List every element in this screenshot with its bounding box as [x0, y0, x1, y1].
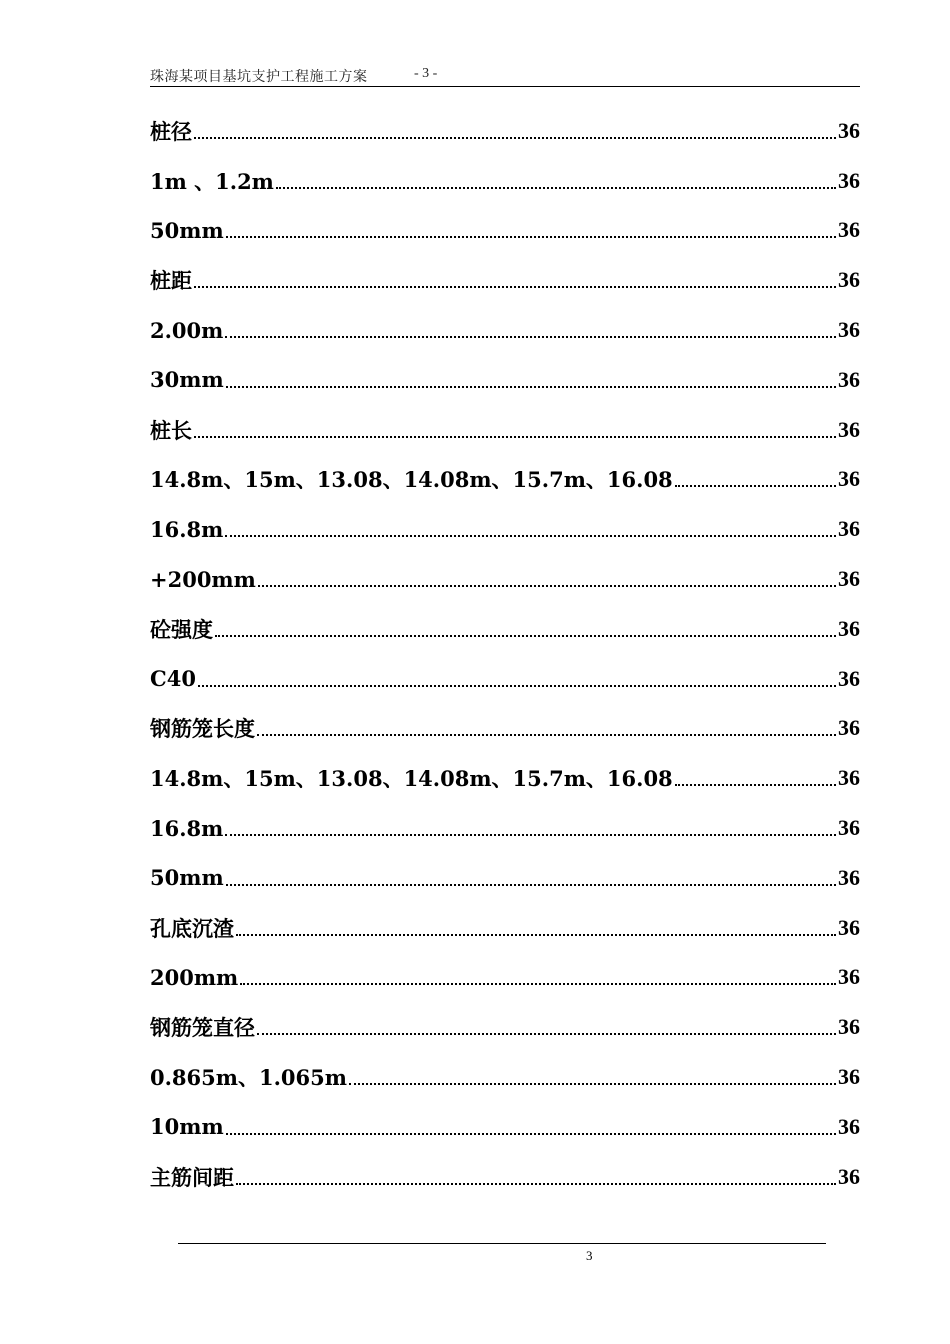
toc-entry[interactable] — [150, 1052, 860, 1102]
toc-entry[interactable] — [150, 106, 860, 156]
dot-leader — [240, 962, 836, 992]
toc-entry-page: 36 — [838, 416, 860, 442]
toc-entry-page: 36 — [838, 167, 860, 193]
dot-leader — [226, 1112, 836, 1142]
toc-entry-label: C40 — [150, 666, 196, 692]
toc-entry[interactable] — [150, 803, 860, 853]
toc-entry-label: 30mm — [150, 367, 224, 393]
toc-entry-page: 36 — [838, 1064, 860, 1090]
toc-entry-label: 14.8m、15m、13.08、14.08m、15.7m、16.08 — [150, 766, 673, 792]
document-title: 珠海某项目基坑支护工程施工方案 — [150, 70, 368, 85]
toc-entry-page: 36 — [838, 366, 860, 392]
toc-entry-page: 36 — [838, 117, 860, 143]
toc-entry-page: 36 — [838, 317, 860, 343]
toc-entry-page: 36 — [838, 217, 860, 243]
toc-entry-label: 钢筋笼长度 — [150, 716, 255, 742]
toc-entry-page: 36 — [838, 615, 860, 641]
toc-entry-page: 36 — [838, 914, 860, 940]
footer-page-number: 3 — [586, 1248, 593, 1263]
toc-entry[interactable] — [150, 654, 860, 704]
dot-leader — [236, 1162, 836, 1192]
dot-leader — [194, 265, 836, 295]
page-header — [150, 62, 860, 87]
toc-entry[interactable] — [150, 753, 860, 803]
toc-entry-label: 钢筋笼直径 — [150, 1015, 255, 1041]
toc-entry-label: 砼强度 — [150, 616, 213, 642]
toc-entry[interactable] — [150, 156, 860, 206]
dot-leader — [194, 415, 836, 445]
toc-entry[interactable] — [150, 455, 860, 505]
toc-entry[interactable] — [150, 1152, 860, 1202]
toc-entry[interactable] — [150, 903, 860, 953]
toc-entry[interactable] — [150, 305, 860, 355]
toc-entry[interactable] — [150, 1002, 860, 1052]
toc-entry-label: 2.00m — [150, 317, 224, 343]
toc-entry[interactable] — [150, 355, 860, 405]
dot-leader — [215, 614, 836, 644]
toc-entry-page: 36 — [838, 516, 860, 542]
toc-entry[interactable] — [150, 1102, 860, 1152]
toc-entry-page: 36 — [838, 665, 860, 691]
toc-entry-label: 桩长 — [150, 417, 192, 443]
toc-entry-page: 36 — [838, 864, 860, 890]
toc-entry-label: 200mm — [150, 964, 239, 990]
toc-entry-page: 36 — [838, 1163, 860, 1189]
dot-leader — [349, 1062, 836, 1092]
toc-entry-page: 36 — [838, 466, 860, 492]
footer-divider — [178, 1243, 826, 1244]
toc-entry-page: 36 — [838, 765, 860, 791]
toc-entry-label: 16.8m — [150, 815, 224, 841]
toc-entry[interactable] — [150, 554, 860, 604]
toc-entry-label: +200mm — [150, 566, 256, 592]
toc-entry-label: 10mm — [150, 1114, 224, 1140]
toc-entry-page: 36 — [838, 815, 860, 841]
dot-leader — [236, 913, 836, 943]
toc-entry[interactable] — [150, 853, 860, 903]
toc-entry-label: 桩径 — [150, 118, 192, 144]
toc-entry-label: 桩距 — [150, 268, 192, 294]
toc-entry-label: 0.865m、1.065m — [150, 1065, 347, 1091]
toc-entry-page: 36 — [838, 964, 860, 990]
toc-entry-label: 孔底沉渣 — [150, 915, 234, 941]
dot-leader — [675, 763, 836, 793]
dot-leader — [198, 664, 836, 694]
toc-entry[interactable] — [150, 206, 860, 256]
dot-leader — [194, 116, 836, 146]
dot-leader — [226, 365, 836, 395]
dot-leader — [226, 215, 836, 245]
dot-leader — [257, 713, 836, 743]
toc-entry[interactable] — [150, 405, 860, 455]
dot-leader — [276, 166, 836, 196]
dot-leader — [675, 464, 836, 494]
toc-entry-label: 14.8m、15m、13.08、14.08m、15.7m、16.08 — [150, 467, 673, 493]
dot-leader — [258, 564, 836, 594]
toc-entry[interactable] — [150, 255, 860, 305]
toc-entry-label: 50mm — [150, 865, 224, 891]
toc-entry[interactable] — [150, 504, 860, 554]
toc-entry-page: 36 — [838, 566, 860, 592]
dot-leader — [225, 813, 836, 843]
toc-entry-label: 50mm — [150, 217, 224, 243]
table-of-contents — [150, 106, 860, 1202]
toc-entry-label: 16.8m — [150, 516, 224, 542]
header-page-marker: - 3 - — [414, 66, 438, 81]
toc-entry-page: 36 — [838, 1014, 860, 1040]
toc-entry-label: 1m 、1.2m — [150, 168, 274, 194]
toc-entry[interactable] — [150, 953, 860, 1003]
toc-entry-page: 36 — [838, 715, 860, 741]
toc-entry-label: 主筋间距 — [150, 1164, 234, 1190]
dot-leader — [226, 863, 836, 893]
toc-entry-page: 36 — [838, 267, 860, 293]
dot-leader — [257, 1012, 836, 1042]
toc-entry[interactable] — [150, 604, 860, 654]
toc-entry-page: 36 — [838, 1113, 860, 1139]
toc-entry[interactable] — [150, 704, 860, 754]
dot-leader — [225, 514, 836, 544]
dot-leader — [225, 315, 836, 345]
